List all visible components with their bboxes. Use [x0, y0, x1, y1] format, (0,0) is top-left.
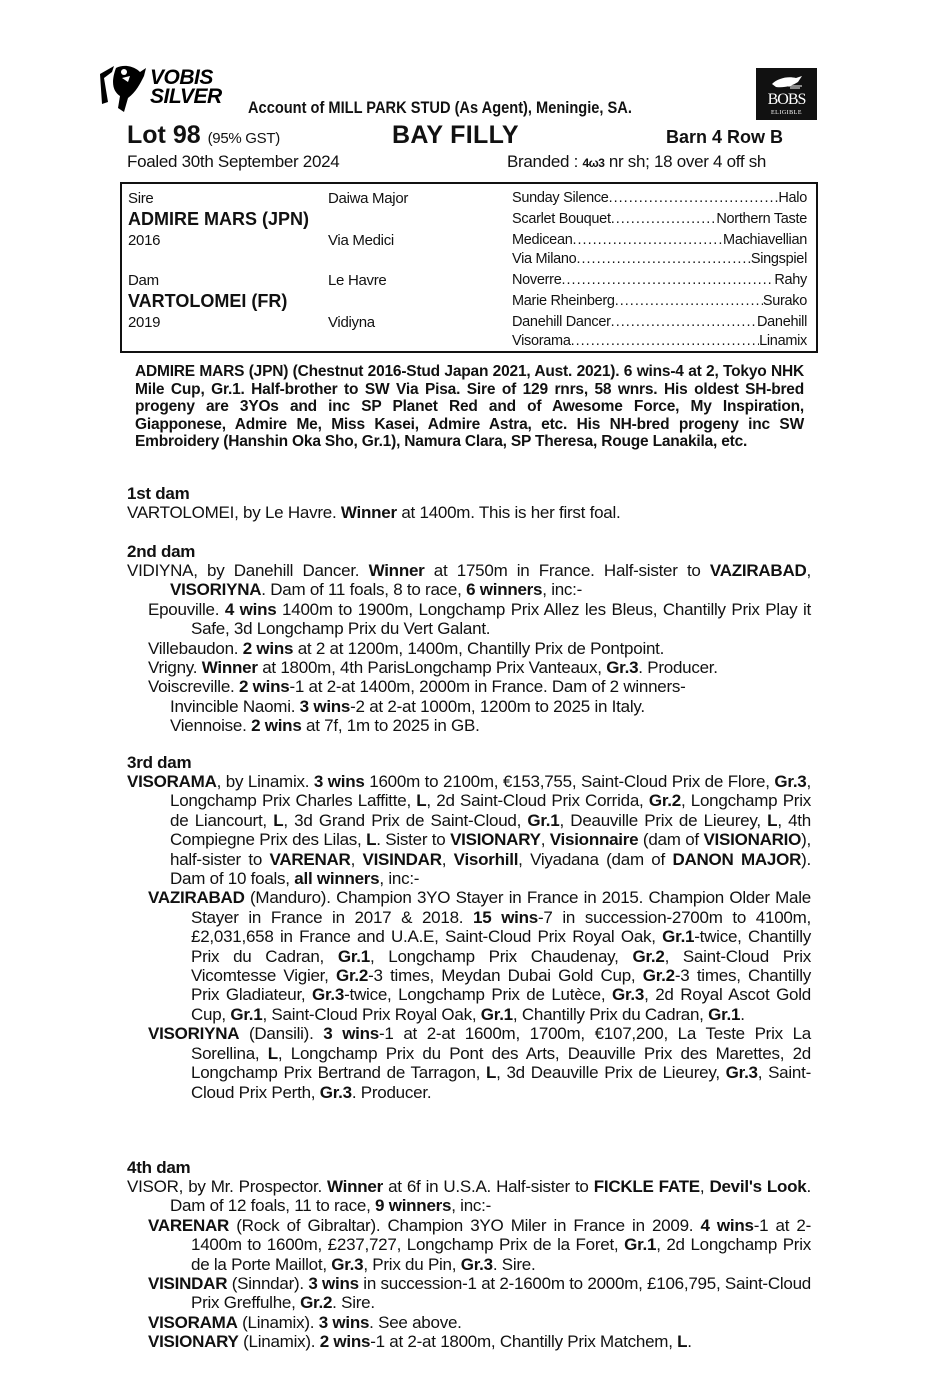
- text-run: ). Dam of 10 foals,: [170, 849, 811, 889]
- progeny-entry: [127, 658, 811, 677]
- bold-text-run: L: [267, 1043, 278, 1063]
- text-run: . Producer.: [638, 658, 718, 678]
- foaled-date: Foaled 30th September 2024: [127, 152, 340, 171]
- section-heading: 2nd dam: [127, 542, 196, 561]
- badge-title: BOBS: [767, 91, 806, 108]
- text-run: VISOR, by Mr. Prospector.: [127, 1177, 328, 1196]
- gen4-left: Scarlet Bouquet: [512, 211, 611, 227]
- text-run: . Sire.: [332, 1293, 375, 1313]
- text-run: (Manduro). Champion 3YO Stayer in France in 2015. Champion Older Male Stayer in France in 2017 & 2018.: [191, 888, 811, 927]
- text-run: ), half-sister to: [170, 830, 811, 869]
- text-run: . See above.: [369, 1312, 462, 1332]
- bold-text-run: Gr.3: [774, 772, 807, 791]
- text-run: , 3d Grand Prix de Saint-Cloud,: [283, 810, 528, 830]
- logo-line-2: SILVER: [150, 85, 222, 108]
- bold-text-run: Winner: [201, 658, 258, 678]
- second-dam-text: [127, 561, 811, 600]
- bold-text-run: Gr.3: [612, 985, 645, 1005]
- gen4-left: Noverre: [512, 272, 562, 288]
- sire-summary: ADMIRE MARS (JPN) (Chestnut 2016-Stud Japan 2021, Aust. 2021). 6 wins-4 at 2, Tokyo NHK Mile Cup, Gr.1. Half-brother to SW Via Pisa. Sire of 129 rnrs, 58 wnrs. His oldest SH-bred progeny are 3YOs and inc SP Planet Red and of Awesome Force, My Inspiration, Giapponese, Admire Me, Miss Kasei, Admire Astra, etc. His NH-bred progeny inc SW Embroidery (Hanshin Oka Sho, Gr.1), Namura Clara, SP Theresa, Rouge Lanakila, etc.: [135, 363, 804, 451]
- bold-text-run: L: [366, 830, 377, 850]
- bold-text-run: 4 wins: [224, 599, 277, 619]
- text-run: , Saint-Cloud Prix Vicomtesse Vigier,: [191, 946, 812, 986]
- text-run: VIDIYNA, by Danehill Dancer.: [127, 561, 369, 580]
- gen4-right: Rahy: [774, 272, 807, 288]
- text-run: -1 at 2-at 1800m, Chantilly Prix Matchem,: [370, 1332, 678, 1352]
- progeny-entry: [127, 1024, 811, 1102]
- bobs-eligible-badge: [756, 68, 817, 120]
- pedigree-table: [120, 182, 818, 353]
- gen4-left: Via Milano: [512, 251, 577, 267]
- text-run: -1 at 2-at 1600m, 1700m, €107,200, La Teste Prix La Sorellina,: [191, 1024, 811, 1063]
- text-run: -1 at 2-at 1400m, 2000m in France. Dam of 2 winners-: [289, 677, 686, 697]
- text-run: ,: [350, 849, 363, 869]
- progeny-entry: [127, 639, 811, 658]
- bold-text-run: VISIONARY: [148, 1332, 239, 1352]
- text-run: . Sire.: [492, 1254, 536, 1274]
- leader-dots: [611, 314, 757, 330]
- text-run: ,: [540, 830, 550, 850]
- text-run: Vrigny.: [148, 658, 202, 678]
- text-run: -7 in succession-2700m to 4100m, £2,031,658 in France and U.A.E, Saint-Cloud Prix Royal Oak,: [191, 907, 812, 947]
- text-run: -1 at 2-1400m to 1600m, £237,727, Longchamp Prix de la Foret,: [191, 1215, 812, 1255]
- text-run: in succession-1 at 2-1600m to 2000m, £106,795, Saint-Cloud Prix Greffulhe,: [191, 1274, 811, 1313]
- bold-text-run: 3 wins: [299, 696, 351, 716]
- progeny-entry: [127, 1332, 811, 1351]
- text-run: Voiscreville.: [148, 677, 239, 697]
- text-run: , Deauville Prix de Lieurey,: [559, 810, 768, 830]
- bold-text-run: L: [273, 810, 284, 830]
- bold-text-run: Winner: [327, 1177, 383, 1196]
- bold-text-run: Winner: [368, 561, 425, 580]
- text-run: , 4th Compiegne Prix des Lilas,: [170, 810, 811, 850]
- gen4-right: Northern Taste: [716, 211, 807, 227]
- leader-dots: [561, 272, 774, 288]
- branded-detail: nr sh; 18 over 4 off sh: [604, 152, 767, 171]
- text-run: . Sister to: [376, 830, 451, 850]
- text-run: , Longchamp Prix Charles Laffitte,: [170, 772, 811, 811]
- barn-location: Barn 4 Row B: [666, 127, 784, 147]
- bold-text-run: 2 wins: [319, 1332, 371, 1352]
- bold-text-run: L: [485, 1063, 497, 1083]
- bold-text-run: Gr.1: [708, 1004, 741, 1024]
- jockey-horse-icon: [94, 62, 150, 114]
- bold-text-run: Gr.1: [624, 1235, 657, 1255]
- leader-dots: [609, 190, 779, 206]
- text-run: .: [740, 1004, 745, 1024]
- bold-text-run: 2 wins: [251, 716, 302, 736]
- text-run: at 7f, 1m to 2025 in GB.: [301, 716, 480, 736]
- text-run: , 2d Royal Ascot Gold Cup,: [191, 985, 811, 1024]
- bold-text-run: L: [677, 1332, 688, 1352]
- progeny-entry: [127, 677, 811, 696]
- gen4-right: Surako: [762, 293, 807, 309]
- text-run: Invincible Naomi.: [170, 696, 300, 716]
- dam-dam: Vidiyna: [328, 314, 375, 331]
- horse-head-icon: [770, 74, 804, 90]
- leader-dots: [576, 251, 750, 267]
- gen4-left: Visorama: [512, 333, 571, 349]
- sire-dam: Via Medici: [328, 232, 394, 249]
- bold-text-run: Devil's Look: [709, 1177, 807, 1196]
- text-run: at 1800m, 4th ParisLongchamp Prix Vanteaux,: [257, 658, 607, 678]
- text-run: , inc:-: [542, 580, 583, 600]
- section-heading: 3rd dam: [127, 753, 192, 772]
- text-run: , 3d Deauville Prix de Lieurey,: [496, 1063, 726, 1083]
- first-dam-text: [127, 503, 811, 522]
- text-run: -3 times, Chantilly Prix Gladiateur,: [191, 966, 811, 1005]
- text-run: at 1750m in France. Half-sister to: [424, 561, 710, 580]
- bold-text-run: Winner: [340, 503, 397, 522]
- gen4-left: Marie Rheinberg: [512, 293, 615, 309]
- dam-sire: Le Havre: [328, 272, 387, 289]
- bold-text-run: Gr.2: [336, 966, 369, 986]
- pedigree-gen4-row: [512, 272, 807, 288]
- fourth-dam-text: [127, 1177, 811, 1216]
- bold-text-run: FICKLE FATE: [593, 1177, 700, 1196]
- branded-label: Branded :: [507, 152, 583, 171]
- bold-text-run: 3 wins: [323, 1024, 379, 1044]
- bold-text-run: VAZIRABAD: [148, 888, 245, 908]
- text-run: Villebaudon.: [148, 638, 243, 658]
- text-run: , 2d Saint-Cloud Prix Corrida,: [426, 791, 649, 811]
- bold-text-run: VARENAR: [148, 1215, 230, 1235]
- bold-text-run: VISIONARY: [450, 830, 541, 850]
- text-run: at 2 at 1200m, 1400m, Chantilly Prix de Pontpoint.: [293, 638, 665, 658]
- bold-text-run: Visorhill: [453, 849, 519, 869]
- text-run: , by Linamix.: [216, 772, 314, 791]
- bold-text-run: VISORIYNA: [148, 1024, 240, 1044]
- text-run: (Linamix).: [238, 1332, 320, 1352]
- gst-note: (95% GST): [207, 130, 280, 147]
- text-run: ,: [699, 1177, 710, 1196]
- bold-text-run: 3 wins: [308, 1274, 359, 1294]
- bold-text-run: all winners: [294, 869, 380, 889]
- progeny-entry: [127, 888, 811, 1024]
- lot-number: [127, 121, 280, 150]
- first-dam-section: [127, 484, 811, 522]
- bold-text-run: Gr.2: [632, 946, 665, 966]
- pedigree-gen4-row: [512, 333, 807, 349]
- bold-text-run: VISORIYNA: [170, 580, 262, 600]
- text-run: , Saint-Cloud Prix Royal Oak,: [262, 1004, 481, 1024]
- text-run: , 2d Longchamp Prix de la Porte Maillot,: [191, 1235, 812, 1274]
- text-run: (Sinndar).: [227, 1274, 309, 1294]
- bold-text-run: Gr.1: [337, 946, 370, 966]
- leader-dots: [572, 232, 723, 248]
- third-dam-section: [127, 753, 811, 1102]
- sire-sire: Daiwa Major: [328, 190, 409, 207]
- dam-year: 2019: [128, 314, 161, 331]
- progeny-entry: [127, 1274, 811, 1313]
- bold-text-run: 2 wins: [238, 677, 290, 697]
- vendor-line: Account of MILL PARK STUD (As Agent), Meningie, SA.: [248, 98, 632, 117]
- bold-text-run: Gr.1: [230, 1004, 263, 1024]
- text-run: (dam of: [638, 830, 704, 850]
- badge-subtitle: ELIGIBLE: [771, 110, 802, 116]
- text-run: , Longchamp Prix Chaudenay,: [369, 946, 633, 966]
- text-run: (Dansili).: [239, 1024, 324, 1044]
- lot-title: BAY FILLY: [392, 121, 519, 149]
- gen4-left: Sunday Silence: [512, 190, 609, 206]
- bold-text-run: Gr.1: [527, 810, 560, 830]
- text-run: , Viyadana (dam of: [518, 849, 673, 869]
- text-run: at 6f in U.S.A. Half-sister to: [382, 1177, 594, 1196]
- text-run: ,: [806, 561, 811, 580]
- bold-text-run: VISINDAR: [148, 1274, 228, 1294]
- bold-text-run: 15 wins: [473, 907, 538, 927]
- progeny-entry: [127, 1313, 811, 1332]
- text-run: Viennoise.: [170, 716, 252, 736]
- text-run: , Longchamp Prix de Liancourt,: [170, 791, 811, 830]
- grand-progeny-entry: [127, 716, 811, 735]
- bold-text-run: VISIONARIO: [703, 830, 802, 850]
- bold-text-run: VARENAR: [269, 849, 351, 869]
- gen4-left: Medicean: [512, 232, 573, 248]
- bold-text-run: Gr.1: [480, 1004, 513, 1024]
- bold-text-run: Gr.3: [460, 1254, 493, 1274]
- branded-info: [507, 152, 766, 172]
- bold-text-run: Gr.3: [331, 1254, 364, 1274]
- bold-text-run: Gr.2: [300, 1293, 333, 1313]
- bold-text-run: 2 wins: [242, 638, 294, 658]
- bold-text-run: VISORAMA: [148, 1312, 238, 1332]
- text-run: -2 at 2-at 1000m, 1200m to 2025 in Italy.: [350, 696, 645, 716]
- progeny-entry: [127, 600, 811, 639]
- text-run: , Prix du Pin,: [363, 1254, 461, 1274]
- section-heading: 1st dam: [127, 484, 190, 503]
- bold-text-run: VISORAMA: [127, 772, 217, 791]
- bold-text-run: 4 wins: [700, 1215, 754, 1235]
- pedigree-gen4-row: [512, 251, 807, 267]
- text-run: (Rock of Gibraltar). Champion 3YO Miler in France in 2009.: [229, 1215, 701, 1235]
- dam-name: VARTOLOMEI (FR): [128, 291, 288, 311]
- bold-text-run: 3 wins: [313, 772, 365, 791]
- gen4-right: Machiavellian: [723, 232, 807, 248]
- text-run: VARTOLOMEI, by Le Havre.: [127, 503, 341, 522]
- text-run: . Dam of 11 foals, 8 to race,: [261, 580, 467, 600]
- dam-label: Dam: [128, 272, 159, 289]
- bold-text-run: Gr.2: [648, 791, 681, 811]
- bold-text-run: L: [767, 810, 778, 830]
- text-run: 1600m to 2100m, €153,755, Saint-Cloud Prix de Flore,: [364, 772, 775, 791]
- section-heading: 4th dam: [127, 1158, 191, 1177]
- text-run: -3 times, Meydan Dubai Gold Cup,: [368, 966, 643, 986]
- text-run: , Saint-Cloud Prix Perth,: [191, 1063, 811, 1102]
- gen4-right: Halo: [778, 190, 807, 206]
- text-run: , inc:-: [379, 869, 420, 889]
- bold-text-run: Gr.1: [662, 927, 695, 947]
- bold-text-run: 9 winners: [375, 1196, 452, 1216]
- logo-line-1: VOBIS: [150, 66, 213, 89]
- text-run: , Longchamp Prix du Pont des Arts, Deauville Prix des Marettes, 2d Longchamp Prix Bertrand de Tarragon,: [191, 1043, 811, 1083]
- text-run: .: [687, 1332, 692, 1352]
- leader-dots: [615, 293, 763, 309]
- gen4-left: Danehill Dancer: [512, 314, 611, 330]
- vobis-silver-logo: [94, 62, 234, 114]
- text-run: . Dam of 12 foals, 11 to race,: [170, 1177, 811, 1216]
- text-run: -twice, Longchamp Prix de Lutèce,: [344, 985, 612, 1005]
- sire-label: Sire: [128, 190, 154, 207]
- text-run: at 1400m. This is her first foal.: [396, 503, 621, 522]
- brand-mark: 4ω3: [582, 156, 605, 170]
- bold-text-run: Gr.3: [312, 985, 345, 1005]
- sire-year: 2016: [128, 232, 161, 249]
- bold-text-run: Gr.3: [725, 1063, 758, 1083]
- text-run: Epouville.: [148, 599, 225, 619]
- leader-dots: [571, 333, 760, 349]
- second-dam-section: [127, 542, 811, 736]
- text-run: . Producer.: [351, 1082, 432, 1102]
- bold-text-run: Gr.3: [319, 1082, 352, 1102]
- leader-dots: [611, 211, 717, 227]
- fourth-dam-section: [127, 1158, 811, 1352]
- bold-text-run: Visionnaire: [549, 830, 639, 850]
- sire-name: ADMIRE MARS (JPN): [128, 209, 310, 229]
- bold-text-run: Gr.2: [642, 966, 675, 986]
- bold-text-run: VISINDAR: [362, 849, 442, 869]
- gen4-right: Linamix: [759, 333, 807, 349]
- pedigree-gen4-row: [512, 232, 807, 248]
- text-run: , inc:-: [451, 1196, 492, 1216]
- bold-text-run: L: [416, 791, 427, 811]
- bold-text-run: 3 wins: [318, 1312, 370, 1332]
- gen4-right: Danehill: [757, 314, 807, 330]
- third-dam-text: [127, 772, 811, 888]
- bold-text-run: Gr.3: [606, 658, 639, 678]
- gen4-right: Singspiel: [750, 251, 807, 267]
- logo-wordmark: [150, 68, 222, 106]
- pedigree-gen4-row: [512, 293, 807, 309]
- bold-text-run: DANON MAJOR: [672, 849, 802, 869]
- lot-label: Lot 98: [127, 121, 201, 149]
- bold-text-run: 6 winners: [466, 580, 543, 600]
- text-run: (Linamix).: [237, 1312, 319, 1332]
- pedigree-gen4-row: [512, 190, 807, 206]
- progeny-entry: [127, 1216, 811, 1274]
- text-run: 1400m to 1900m, Longchamp Prix Allez les Bleus, Chantilly Prix Play it Safe, 3d Longchamp Prix du Vert Galant.: [191, 599, 811, 639]
- text-run: , Chantilly Prix du Cadran,: [512, 1004, 709, 1024]
- pedigree-gen4-row: [512, 314, 807, 330]
- text-run: -twice, Chantilly Prix du Cadran,: [191, 927, 811, 966]
- bold-text-run: VAZIRABAD: [709, 561, 807, 580]
- pedigree-gen4-row: [512, 211, 807, 227]
- text-run: ,: [441, 849, 454, 869]
- grand-progeny-entry: [127, 697, 811, 716]
